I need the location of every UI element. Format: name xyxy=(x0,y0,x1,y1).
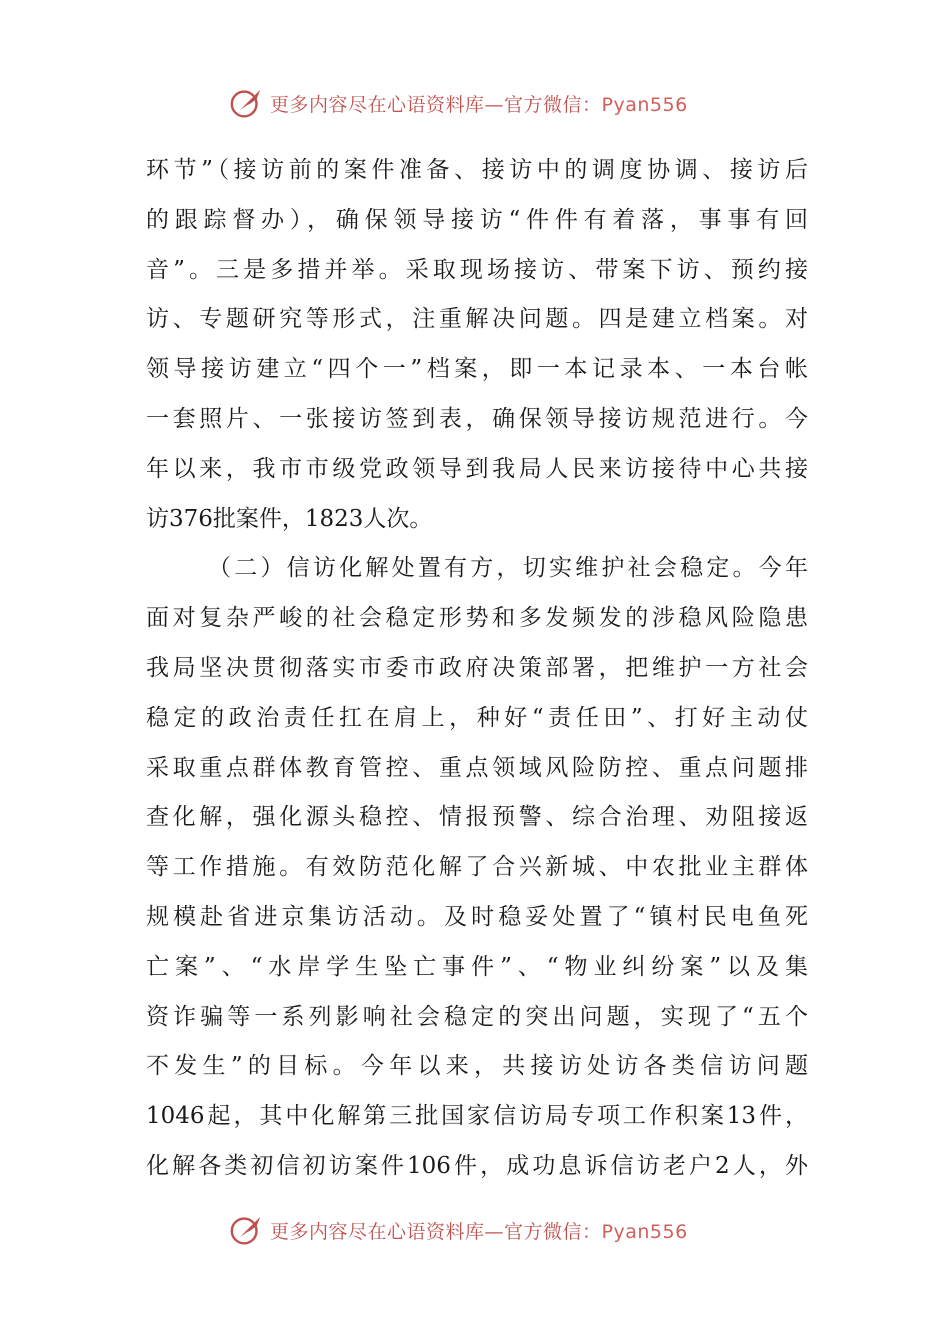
paragraph xyxy=(146,146,808,544)
text-line: （二）信访化解处置有方，切实维护社会稳定。今年 xyxy=(208,555,808,582)
text-line: 一套照片、一张接访签到表，确保领导接访规范进行。今 xyxy=(146,405,808,432)
text-line: 采取重点群体教育管控、重点领域风险防控、重点问题排 xyxy=(146,754,808,781)
text-line: 1046起，其中化解第三批国家信访局专项工作积案13件， xyxy=(146,1103,808,1130)
text-line: 等工作措施。有效防范化解了合兴新城、中农批业主群体 xyxy=(146,854,808,881)
text-line: 年以来，我市市级党政领导到我局人民来访接待中心共接 xyxy=(146,455,808,482)
text-line: 领导接访建立“四个一”档案，即一本记录本、一本台帐 xyxy=(146,356,808,383)
text-line: 稳定的政治责任扛在肩上，种好“责任田”、打好主动仗 xyxy=(146,704,808,731)
header-watermark xyxy=(228,82,748,124)
watermark-text: 更多内容尽在心语资料库—官方微信：Pyan556 xyxy=(270,1220,688,1243)
text-line: 音”。三是多措并举。采取现场接访、带案下访、预约接 xyxy=(146,256,808,283)
watermark-text: 更多内容尽在心语资料库—官方微信：Pyan556 xyxy=(270,93,688,116)
text-line: 我局坚决贯彻落实市委市政府决策部署，把维护一方社会 xyxy=(146,654,808,681)
text-line: 规模赴省进京集访活动。及时稳妥处置了“镇村民电鱼死 xyxy=(146,903,808,930)
footer-watermark xyxy=(228,1209,748,1251)
text-line: 访376批案件，1823人次。 xyxy=(146,505,433,532)
document-body xyxy=(146,146,808,1192)
quill-logo-icon xyxy=(228,1211,266,1249)
text-line: 亡案”、“水岸学生坠亡事件”、“物业纠纷案”以及集 xyxy=(146,953,808,980)
text-line: 访、专题研究等形式，注重解决问题。四是建立档案。对 xyxy=(146,306,808,333)
paragraph xyxy=(146,544,808,1191)
text-line: 的跟踪督办），确保领导接访“件件有着落，事事有回 xyxy=(146,206,808,233)
text-line: 查化解，强化源头稳控、情报预警、综合治理、劝阻接返 xyxy=(146,804,808,831)
text-line: 面对复杂严峻的社会稳定形势和多发频发的涉稳风险隐患 xyxy=(146,605,808,632)
text-line: 环节”（接访前的案件准备、接访中的调度协调、接访后 xyxy=(146,157,808,183)
text-line: 化解各类初信初访案件106件，成功息诉信访老户2人，外 xyxy=(146,1152,808,1179)
text-line: 资诈骗等一系列影响社会稳定的突出问题，实现了“五个 xyxy=(146,1003,808,1030)
text-line: 不发生”的目标。今年以来，共接访处访各类信访问题 xyxy=(146,1053,808,1080)
quill-logo-icon xyxy=(228,84,266,122)
